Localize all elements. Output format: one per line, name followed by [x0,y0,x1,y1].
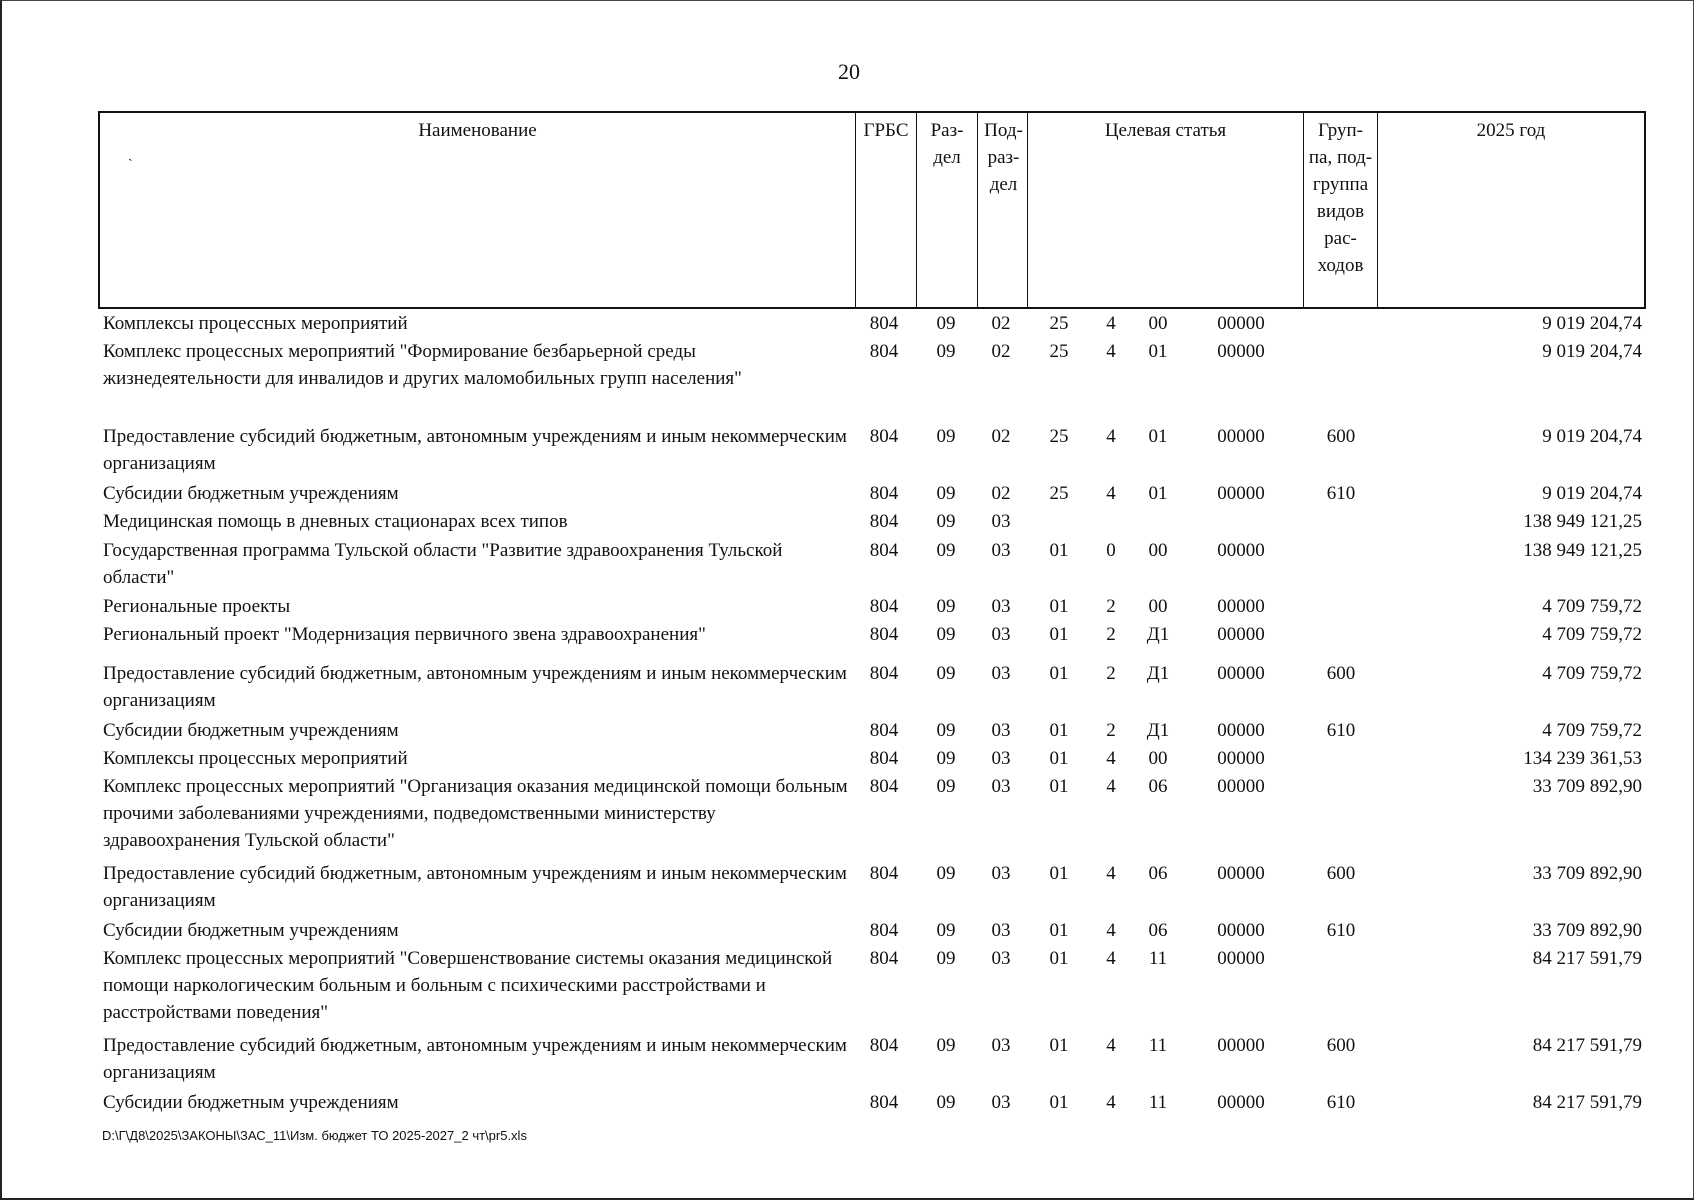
cell-target-type: 4 [1106,776,1116,797]
cell-razdel: 09 [936,341,956,362]
cell-name: Предоставление субсидий бюджетным, автономным учреждениям и иным некоммерческим организациям [103,863,847,911]
cell-target-structure: 00 [1148,313,1168,334]
cell-grbs: 804 [869,341,899,362]
cell-target-program: 01 [1049,748,1069,769]
cell-name: Субсидии бюджетным учреждениям [103,920,399,941]
cell-grbs: 804 [869,863,899,884]
cell-target-type: 4 [1106,426,1116,447]
cell-grbs: 804 [869,426,899,447]
cell-podrazdel: 03 [991,748,1011,769]
cell-podrazdel: 03 [991,1035,1011,1056]
cell-target-type: 0 [1106,540,1116,561]
cell-target-program: 25 [1049,341,1069,362]
cell-target-direction: 00000 [1217,948,1265,969]
cell-target-structure: 06 [1148,776,1168,797]
cell-grbs: 804 [869,511,899,532]
cell-expense-group: 600 [1326,426,1356,447]
cell-target-structure: 00 [1148,748,1168,769]
cell-amount: 4 709 759,72 [1542,596,1642,617]
cell-razdel: 09 [936,748,956,769]
cell-amount: 138 949 121,25 [1523,511,1642,532]
cell-amount: 33 709 892,90 [1532,863,1642,884]
cell-target-program: 01 [1049,596,1069,617]
cell-razdel: 09 [936,1035,956,1056]
cell-razdel: 09 [936,483,956,504]
cell-target-type: 4 [1106,920,1116,941]
cell-target-program: 01 [1049,1035,1069,1056]
cell-name: Субсидии бюджетным учреждениям [103,1092,399,1113]
cell-name: Предоставление субсидий бюджетным, автономным учреждениям и иным некоммерческим организациям [103,1035,847,1083]
cell-amount: 84 217 591,79 [1532,948,1642,969]
cell-grbs: 804 [869,624,899,645]
cell-amount: 9 019 204,74 [1542,483,1642,504]
cell-podrazdel: 03 [991,920,1011,941]
cell-target-program: 25 [1049,313,1069,334]
header-group: Груп- па, под- группа видов рас- ходов [1304,113,1378,307]
cell-razdel: 09 [936,920,956,941]
cell-grbs: 804 [869,720,899,741]
cell-expense-group: 600 [1326,663,1356,684]
cell-target-type: 4 [1106,483,1116,504]
cell-grbs: 804 [869,948,899,969]
cell-target-direction: 00000 [1217,624,1265,645]
cell-expense-group: 600 [1326,1035,1356,1056]
cell-target-structure: Д1 [1146,720,1170,741]
cell-grbs: 804 [869,313,899,334]
cell-target-type: 4 [1106,948,1116,969]
cell-name: Комплекс процессных мероприятий "Организация оказания медицинской помощи больным прочими заболеваниями учреждениями, подведомственными министерству здравоохранения Тульской области" [103,776,848,851]
cell-name: Региональный проект "Модернизация первичного звена здравоохранения" [103,624,706,645]
cell-target-structure: 01 [1148,483,1168,504]
cell-podrazdel: 02 [991,483,1011,504]
cell-target-program: 01 [1049,948,1069,969]
cell-target-direction: 00000 [1217,341,1265,362]
cell-podrazdel: 03 [991,1092,1011,1113]
cell-grbs: 804 [869,1035,899,1056]
cell-target-structure: 11 [1148,1035,1168,1056]
cell-razdel: 09 [936,426,956,447]
cell-target-structure: Д1 [1146,663,1170,684]
cell-grbs: 804 [869,920,899,941]
header-name [100,113,856,307]
cell-podrazdel: 03 [991,511,1011,532]
cell-razdel: 09 [936,776,956,797]
cell-target-program: 01 [1049,663,1069,684]
cell-target-direction: 00000 [1217,863,1265,884]
cell-target-direction: 00000 [1217,313,1265,334]
cell-name: Государственная программа Тульской области "Развитие здравоохранения Тульской области" [103,540,783,588]
header-razdel: Раз- дел [917,113,978,307]
cell-target-type: 4 [1106,863,1116,884]
cell-grbs: 804 [869,540,899,561]
cell-amount: 33 709 892,90 [1532,776,1642,797]
cell-target-program: 25 [1049,483,1069,504]
cell-target-direction: 00000 [1217,1035,1265,1056]
cell-target-direction: 00000 [1217,1092,1265,1113]
cell-target-type: 2 [1106,624,1116,645]
cell-grbs: 804 [869,748,899,769]
cell-name: Медицинская помощь в дневных стационарах всех типов [103,511,568,532]
cell-razdel: 09 [936,1092,956,1113]
cell-target-direction: 00000 [1217,540,1265,561]
cell-podrazdel: 03 [991,948,1011,969]
cell-name: Комплексы процессных мероприятий [103,313,408,334]
cell-amount: 138 949 121,25 [1523,540,1642,561]
cell-target-program: 01 [1049,1092,1069,1113]
cell-target-type: 4 [1106,1035,1116,1056]
page-number: 20 [838,59,860,84]
cell-podrazdel: 03 [991,540,1011,561]
cell-amount: 84 217 591,79 [1532,1035,1642,1056]
cell-target-structure: 11 [1148,948,1168,969]
header-name-label: Наименование [418,120,537,141]
cell-razdel: 09 [936,511,956,532]
cell-target-program: 25 [1049,426,1069,447]
cell-razdel: 09 [936,720,956,741]
cell-name: Региональные проекты [103,596,291,617]
cell-podrazdel: 03 [991,596,1011,617]
cell-expense-group: 610 [1326,920,1356,941]
cell-target-program: 01 [1049,920,1069,941]
cell-expense-group: 610 [1326,483,1356,504]
cell-name: Комплексы процессных мероприятий [103,748,408,769]
cell-target-program: 01 [1049,863,1069,884]
cell-target-type: 4 [1106,313,1116,334]
cell-amount: 9 019 204,74 [1542,341,1642,362]
cell-target-type: 4 [1106,341,1116,362]
stray-mark-icon: ˏ [128,147,133,162]
cell-target-structure: 01 [1148,341,1168,362]
cell-name: Субсидии бюджетным учреждениям [103,483,399,504]
cell-podrazdel: 03 [991,624,1011,645]
cell-razdel: 09 [936,596,956,617]
cell-target-direction: 00000 [1217,426,1265,447]
cell-target-direction: 00000 [1217,720,1265,741]
cell-podrazdel: 03 [991,720,1011,741]
table-header [98,111,1646,309]
cell-expense-group: 600 [1326,863,1356,884]
cell-amount: 9 019 204,74 [1542,313,1642,334]
cell-razdel: 09 [936,663,956,684]
cell-target-direction: 00000 [1217,748,1265,769]
cell-target-structure: Д1 [1146,624,1170,645]
header-podrazdel: Под- раз- дел [978,113,1028,307]
cell-podrazdel: 02 [991,426,1011,447]
cell-target-type: 2 [1106,720,1116,741]
cell-amount: 134 239 361,53 [1523,748,1642,769]
cell-target-type: 4 [1106,1092,1116,1113]
cell-expense-group: 610 [1326,720,1356,741]
cell-name: Комплекс процессных мероприятий "Совершенствование системы оказания медицинской помощи наркологическим больным и больным с психическими расстройствами и расстройствами поведения" [103,948,833,1023]
cell-name: Предоставление субсидий бюджетным, автономным учреждениям и иным некоммерческим организациям [103,663,847,711]
cell-razdel: 09 [936,863,956,884]
cell-target-program: 01 [1049,540,1069,561]
cell-target-type: 4 [1106,748,1116,769]
cell-amount: 4 709 759,72 [1542,663,1642,684]
cell-name: Субсидии бюджетным учреждениям [103,720,399,741]
cell-target-program: 01 [1049,720,1069,741]
cell-razdel: 09 [936,948,956,969]
header-grbs: ГРБС [856,113,917,307]
cell-name: Комплекс процессных мероприятий "Формирование безбарьерной среды жизнедеятельности для инвалидов и других маломобильных групп населения" [103,341,742,389]
header-target: Целевая статья [1028,113,1304,307]
cell-razdel: 09 [936,624,956,645]
cell-grbs: 804 [869,483,899,504]
cell-amount: 84 217 591,79 [1532,1092,1642,1113]
cell-target-structure: 06 [1148,863,1168,884]
file-path-footer: D:\Г\Д8\2025\ЗАКОНЫ\ЗАС_11\Изм. бюджет ТО 2025-2027_2 чт\pr5.xls [102,1128,527,1143]
cell-target-direction: 00000 [1217,920,1265,941]
cell-target-structure: 01 [1148,426,1168,447]
cell-podrazdel: 02 [991,313,1011,334]
cell-grbs: 804 [869,1092,899,1113]
cell-podrazdel: 03 [991,663,1011,684]
header-year: 2025 год [1476,120,1546,141]
cell-grbs: 804 [869,596,899,617]
cell-expense-group: 610 [1326,1092,1356,1113]
cell-podrazdel: 03 [991,863,1011,884]
cell-target-program: 01 [1049,624,1069,645]
cell-amount: 4 709 759,72 [1542,720,1642,741]
cell-target-structure: 06 [1148,920,1168,941]
cell-target-structure: 11 [1148,1092,1168,1113]
cell-target-program: 01 [1049,776,1069,797]
cell-podrazdel: 03 [991,776,1011,797]
cell-target-direction: 00000 [1217,596,1265,617]
cell-name: Предоставление субсидий бюджетным, автономным учреждениям и иным некоммерческим организациям [103,426,847,474]
cell-target-type: 2 [1106,596,1116,617]
cell-grbs: 804 [869,776,899,797]
cell-target-direction: 00000 [1217,776,1265,797]
cell-razdel: 09 [936,313,956,334]
cell-amount: 33 709 892,90 [1532,920,1642,941]
cell-target-structure: 00 [1148,596,1168,617]
cell-target-structure: 00 [1148,540,1168,561]
cell-amount: 9 019 204,74 [1542,426,1642,447]
cell-podrazdel: 02 [991,341,1011,362]
cell-razdel: 09 [936,540,956,561]
cell-target-direction: 00000 [1217,663,1265,684]
cell-grbs: 804 [869,663,899,684]
cell-amount: 4 709 759,72 [1542,624,1642,645]
cell-target-type: 2 [1106,663,1116,684]
cell-target-direction: 00000 [1217,483,1265,504]
